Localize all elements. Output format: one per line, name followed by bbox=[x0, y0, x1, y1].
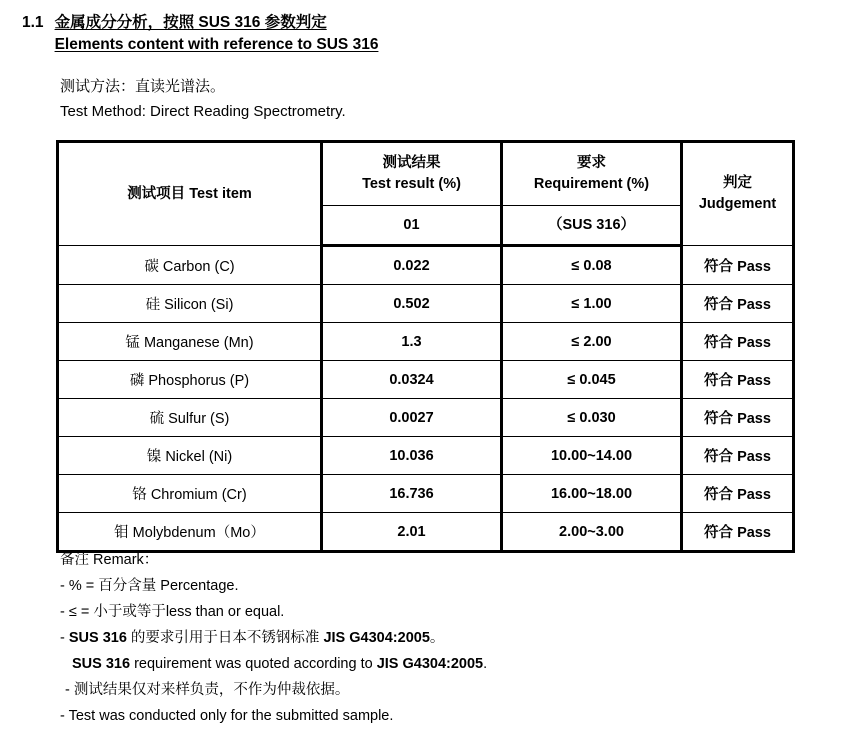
header-requirement-standard: （SUS 316） bbox=[502, 206, 682, 246]
header-judgement-english: Judgement bbox=[698, 196, 777, 212]
cell-requirement: ≤ 0.045 bbox=[502, 361, 682, 399]
cell-test-item: 硅 Silicon (Si) bbox=[58, 285, 322, 323]
header-test-result-english: Test result (%) bbox=[362, 176, 461, 192]
header-test-result bbox=[322, 142, 502, 206]
remark-jis-code-cn: JIS G4304:2005 bbox=[323, 630, 430, 646]
table-row bbox=[58, 437, 794, 475]
cell-test-result: 0.0027 bbox=[322, 399, 502, 437]
remark-dash: - bbox=[60, 630, 69, 646]
cell-judgement: 符合 Pass bbox=[682, 475, 794, 513]
remark-sample-english: - Test was conducted only for the submitted sample. bbox=[60, 708, 394, 724]
header-test-item: 测试项目 Test item bbox=[58, 142, 322, 246]
cell-requirement: ≤ 1.00 bbox=[502, 285, 682, 323]
header-sample-id: 01 bbox=[322, 206, 502, 246]
cell-judgement: 符合 Pass bbox=[682, 399, 794, 437]
cell-judgement: 符合 Pass bbox=[682, 246, 794, 285]
test-method-block bbox=[60, 74, 346, 124]
section-title-chinese: 金属成分分析，按照 SUS 316 参数判定 bbox=[54, 14, 327, 31]
table-row bbox=[58, 475, 794, 513]
cell-requirement: 10.00~14.00 bbox=[502, 437, 682, 475]
cell-test-item: 锰 Manganese (Mn) bbox=[58, 323, 322, 361]
remark-sus-label-cn: SUS 316 bbox=[68, 630, 127, 646]
cell-judgement: 符合 Pass bbox=[682, 323, 794, 361]
header-requirement bbox=[502, 142, 682, 206]
remarks-block bbox=[60, 547, 820, 729]
cell-requirement: ≤ 0.08 bbox=[502, 246, 682, 285]
cell-judgement: 符合 Pass bbox=[682, 361, 794, 399]
cell-test-item: 钼 Molybdenum（Mo） bbox=[58, 513, 322, 552]
remark-standard-chinese bbox=[60, 625, 820, 651]
cell-test-item: 铬 Chromium (Cr) bbox=[58, 475, 322, 513]
table-row bbox=[58, 399, 794, 437]
table-body bbox=[58, 246, 794, 552]
table-header-row-top bbox=[58, 142, 794, 206]
test-method-english: Test Method: Direct Reading Spectrometry. bbox=[60, 103, 346, 120]
cell-judgement: 符合 Pass bbox=[682, 513, 794, 552]
cell-test-result: 2.01 bbox=[322, 513, 502, 552]
cell-requirement: ≤ 0.030 bbox=[502, 399, 682, 437]
section-heading bbox=[22, 12, 378, 56]
cell-test-result: 0.0324 bbox=[322, 361, 502, 399]
cell-test-result: 0.502 bbox=[322, 285, 502, 323]
cell-test-result: 1.3 bbox=[322, 323, 502, 361]
section-number: 1.1 bbox=[22, 14, 44, 31]
remark-sus-label-en: SUS 316 bbox=[72, 656, 131, 672]
elements-content-table bbox=[56, 140, 795, 553]
cell-test-item: 碳 Carbon (C) bbox=[58, 246, 322, 285]
remark-standard-text-en: requirement was quoted according to bbox=[130, 656, 377, 672]
cell-test-result: 10.036 bbox=[322, 437, 502, 475]
cell-requirement: 16.00~18.00 bbox=[502, 475, 682, 513]
remark-period-cn: 。 bbox=[429, 630, 445, 646]
header-requirement-english: Requirement (%) bbox=[533, 176, 650, 192]
cell-test-result: 0.022 bbox=[322, 246, 502, 285]
header-judgement-chinese: 判定 bbox=[723, 175, 752, 191]
cell-judgement: 符合 Pass bbox=[682, 437, 794, 475]
table-row bbox=[58, 513, 794, 552]
cell-test-item: 镍 Nickel (Ni) bbox=[58, 437, 322, 475]
header-judgement bbox=[682, 142, 794, 246]
remark-jis-code-en: JIS G4304:2005 bbox=[376, 656, 484, 672]
header-requirement-chinese: 要求 bbox=[577, 155, 606, 171]
remark-percentage: - % = 百分含量 Percentage. bbox=[60, 578, 239, 594]
cell-judgement: 符合 Pass bbox=[682, 285, 794, 323]
table-header bbox=[58, 142, 794, 246]
remark-heading: 备注 Remark： bbox=[60, 552, 159, 568]
cell-requirement: 2.00~3.00 bbox=[502, 513, 682, 552]
remark-standard-text-cn: 的要求引用于日本不锈钢标准 bbox=[126, 630, 324, 646]
section-title-group bbox=[55, 12, 379, 56]
table-row bbox=[58, 323, 794, 361]
cell-test-item: 磷 Phosphorus (P) bbox=[58, 361, 322, 399]
section-title-english: Elements content with reference to SUS 316 bbox=[54, 36, 379, 53]
cell-requirement: ≤ 2.00 bbox=[502, 323, 682, 361]
table-row bbox=[58, 246, 794, 285]
test-method-chinese: 测试方法：直读光谱法。 bbox=[60, 78, 226, 95]
remark-period-en: . bbox=[483, 656, 488, 672]
remark-standard-english bbox=[60, 651, 820, 677]
remark-sample-chinese: - 测试结果仅对来样负责，不作为仲裁依据。 bbox=[65, 682, 350, 698]
remark-less-than-equal: - ≤ = 小于或等于less than or equal. bbox=[60, 604, 285, 620]
table-row bbox=[58, 361, 794, 399]
table-row bbox=[58, 285, 794, 323]
cell-test-item: 硫 Sulfur (S) bbox=[58, 399, 322, 437]
cell-test-result: 16.736 bbox=[322, 475, 502, 513]
header-test-result-chinese: 测试结果 bbox=[382, 155, 441, 171]
